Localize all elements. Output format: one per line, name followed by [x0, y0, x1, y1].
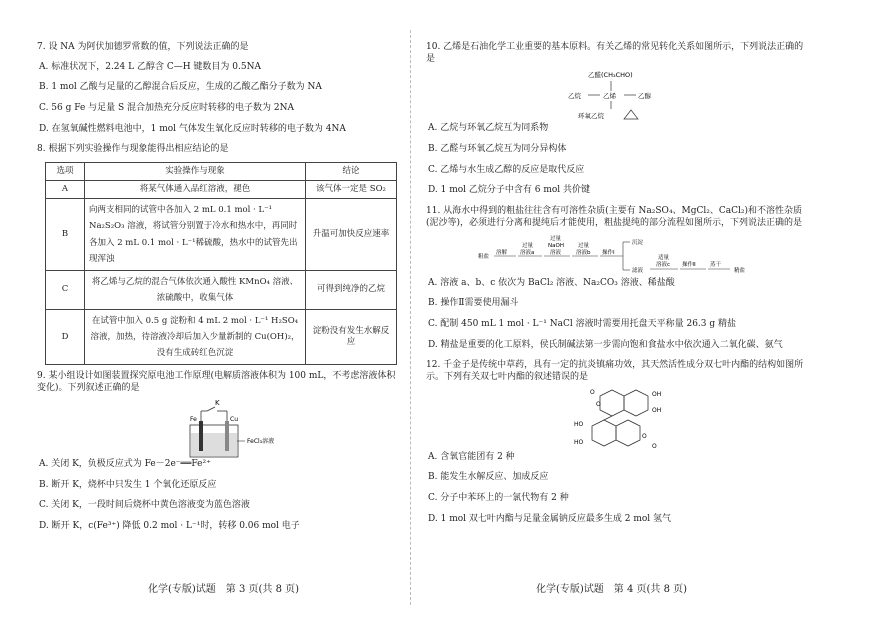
- question-8: [37, 144, 399, 365]
- option-a: A. 标准状况下，2.24 L 乙醇含 C—H 键数目为 0.5NA: [39, 61, 261, 72]
- header-operation: 实验操作与现象: [85, 163, 306, 181]
- row-option: B: [46, 199, 85, 271]
- bicoumarin-structure-figure: [574, 384, 684, 452]
- option-b: B. 1 mol 乙酸与足量的乙醇混合后反应，生成的乙酸乙酯分子数为 NA: [39, 82, 322, 93]
- row-option: D: [46, 310, 85, 365]
- option-b: B. 乙醛与环氧乙烷互为同分异构体: [428, 144, 567, 155]
- question-9: [37, 371, 399, 532]
- question-11: [426, 206, 806, 351]
- option-d: D. 在氢氧碱性燃料电池中，1 mol 气体发生氧化反应时转移的电子数为 4NA: [39, 123, 346, 134]
- row-conclusion: 升温可加快反应速率: [306, 199, 397, 271]
- question-12: [426, 360, 806, 525]
- fe-electrode-label: Fe: [190, 415, 197, 423]
- row-conclusion: 可得到纯净的乙烷: [306, 270, 397, 309]
- salt-purification-flowchart: [478, 232, 778, 278]
- row-conclusion: 该气体一定是 SO₂: [306, 181, 397, 199]
- table-header-row: [46, 163, 397, 181]
- flow-step-solution-b: 溶液b: [576, 249, 591, 256]
- experiment-table: [45, 162, 397, 365]
- carbonyl-o-label: O: [652, 442, 657, 450]
- row-operation: 将某气体通入品红溶液，褪色: [85, 181, 306, 199]
- question-stem: 8. 根据下列实验操作与现象能得出相应结论的是: [37, 144, 229, 155]
- hydroxyl-label: HO: [574, 420, 584, 428]
- ethylene-label: 乙烯: [603, 92, 616, 101]
- flow-crude-salt: 粗盐: [478, 253, 490, 260]
- option-c: C. 关闭 K，一段时间后烧杯中黄色溶液变为蓝色溶液: [39, 500, 250, 511]
- epoxide-ring-icon: [624, 110, 638, 119]
- row-conclusion: 淀粉没有发生水解反应: [306, 310, 397, 365]
- option-d: D. 断开 K，c(Fe³⁺) 降低 0.2 mol · L⁻¹时，转移 0.06 mol 电子: [39, 520, 300, 531]
- row-operation: 在试管中加入 0.5 g 淀粉和 4 mL 2 mol · L⁻¹ H₂SO₄ 溶液，加热，待溶液冷却后加入少量新制的 Cu(OH)₂，没有生成砖红色沉淀: [85, 310, 306, 365]
- question-10: [426, 42, 806, 197]
- question-7: [37, 42, 399, 135]
- option-c: C. 分子中苯环上的一氯代物有 2 种: [428, 493, 569, 503]
- ethane-label: 乙烷: [568, 92, 581, 101]
- option-c: C. 56 g Fe 与足量 S 混合加热充分反应时转移的电子数为 2NA: [39, 103, 295, 114]
- option-d: D. 精盐是重要的化工原料，侯氏制碱法第一步需向饱和食盐水中依次通入二氧化碳、氨气: [428, 339, 783, 350]
- option-d: D. 1 mol 双七叶内酯与足量金属钠反应最多生成 2 mol 氢气: [428, 513, 672, 524]
- flow-step-operation-2: 操作Ⅱ: [682, 261, 696, 268]
- acetaldehyde-label: 乙醛(CH₃CHO): [588, 71, 633, 80]
- option-b: B. 操作Ⅱ需要使用漏斗: [428, 298, 519, 309]
- flow-step-dissolve: 溶解: [496, 249, 508, 256]
- hydroxyl-label: HO: [574, 438, 584, 446]
- flow-step-excess: 过量: [522, 242, 534, 249]
- hydroxyl-label: OH: [652, 390, 662, 398]
- table-row: [46, 270, 397, 309]
- flow-step-operation-1: 操作Ⅰ: [602, 249, 615, 256]
- option-a: A. 溶液 a、b、c 依次为 BaCl₂ 溶液、Na₂CO₃ 溶液、稀盐酸: [428, 277, 675, 288]
- question-stem: 7. 设 NA 为阿伏加德罗常数的值，下列说法正确的是: [37, 42, 249, 52]
- option-d: D. 1 mol 乙烷分子中含有 6 mol 共价键: [428, 185, 591, 196]
- epoxyethane-label: 环氧乙烷: [578, 112, 604, 121]
- header-conclusion: 结论: [306, 163, 397, 181]
- question-stem: 11. 从海水中得到的粗盐往往含有可溶性杂质(主要有 Na₂SO₄、MgCl₂、CaCl₂)和不溶性杂质(泥沙等)，必须进行分离和提纯后才能使用，粗盐提纯的部分流程如图所示，下列说法正确的是: [426, 206, 803, 228]
- solution-label: FeCl₃溶液: [247, 437, 275, 445]
- flow-step-evaporate: 蒸干: [710, 261, 722, 268]
- question-stem: 12. 千金子是传统中草药，具有一定的抗炎镇痛功效，其天然活性成分双七叶内酯的结构如图所示。下列有关双七叶内酯的叙述错误的是: [426, 360, 804, 382]
- flow-step-excess: 过量: [550, 235, 562, 242]
- ring-o-label: O: [642, 432, 647, 440]
- row-option: C: [46, 270, 85, 309]
- option-c: C. 配制 450 mL 1 mol · L⁻¹ NaCl 溶液时需要用托盘天平称量 26.3 g 精盐: [428, 318, 737, 329]
- flow-step-excess: 过量: [578, 242, 590, 249]
- option-b: B. 断开 K，烧杯中只发生 1 个氧化还原反应: [39, 479, 217, 490]
- flow-filtrate: 滤液: [632, 267, 644, 274]
- flow-step-appropriate: 适量: [658, 254, 670, 261]
- option-a: A. 含氧官能团有 2 种: [428, 451, 515, 462]
- switch-label: K: [215, 398, 220, 407]
- table-row: [46, 199, 397, 271]
- carbonyl-o-label: O: [590, 388, 595, 396]
- option-b: B. 能发生水解反应、加成反应: [428, 472, 549, 483]
- header-option: 选项: [46, 163, 85, 181]
- option-a: A. 关闭 K，负极反应式为 Fe－2e⁻══Fe²⁺: [39, 458, 211, 469]
- page-footer-right: 化学(专版)试题 第 4 页(共 8 页): [536, 584, 688, 595]
- page-footer-left: 化学(专版)试题 第 3 页(共 8 页): [148, 584, 300, 595]
- flow-step-solution-a: 溶液a: [520, 249, 535, 256]
- flow-step-naoh: NaOH: [548, 242, 564, 249]
- galvanic-cell-figure: [187, 397, 307, 459]
- ethanol-label: 乙醇: [638, 92, 651, 101]
- right-column: [426, 42, 806, 534]
- row-operation: 向两支相同的试管中各加入 2 mL 0.1 mol · L⁻¹ Na₂S₂O₃ 溶液，将试管分别置于冷水和热水中，再同时各加入 2 mL 0.1 mol · L⁻¹稀硫酸，热水中的试管先出现浑浊: [85, 199, 306, 271]
- flow-step-solution-c: 溶液c: [656, 261, 671, 268]
- table-row: [46, 181, 397, 199]
- option-c: C. 乙烯与水生成乙醇的反应是取代反应: [428, 164, 585, 175]
- ring-o-label: O: [596, 400, 601, 408]
- flow-step-solution: 溶液: [550, 249, 562, 256]
- flow-precipitate: 沉淀: [632, 239, 644, 246]
- cu-electrode-label: Cu: [230, 415, 238, 423]
- fold-line: [410, 30, 411, 605]
- row-operation: 将乙烯与乙烷的混合气体依次通入酸性 KMnO₄ 溶液、浓硫酸中，收集气体: [85, 270, 306, 309]
- left-column: [37, 42, 399, 542]
- ethylene-conversion-figure: [566, 67, 716, 123]
- table-row: [46, 310, 397, 365]
- question-stem: 10. 乙烯是石油化学工业重要的基本原料。有关乙烯的常见转化关系如图所示，下列说法正确的是: [426, 42, 804, 64]
- option-a: A. 乙烷与环氧乙烷互为同系物: [428, 123, 549, 134]
- row-option: A: [46, 181, 85, 199]
- flow-refined-salt: 精盐: [734, 267, 746, 274]
- hydroxyl-label: OH: [652, 406, 662, 414]
- question-stem: 9. 某小组设计如图装置探究原电池工作原理(电解质溶液体积为 100 mL，不考虑溶液体积变化)。下列叙述正确的是: [37, 371, 396, 394]
